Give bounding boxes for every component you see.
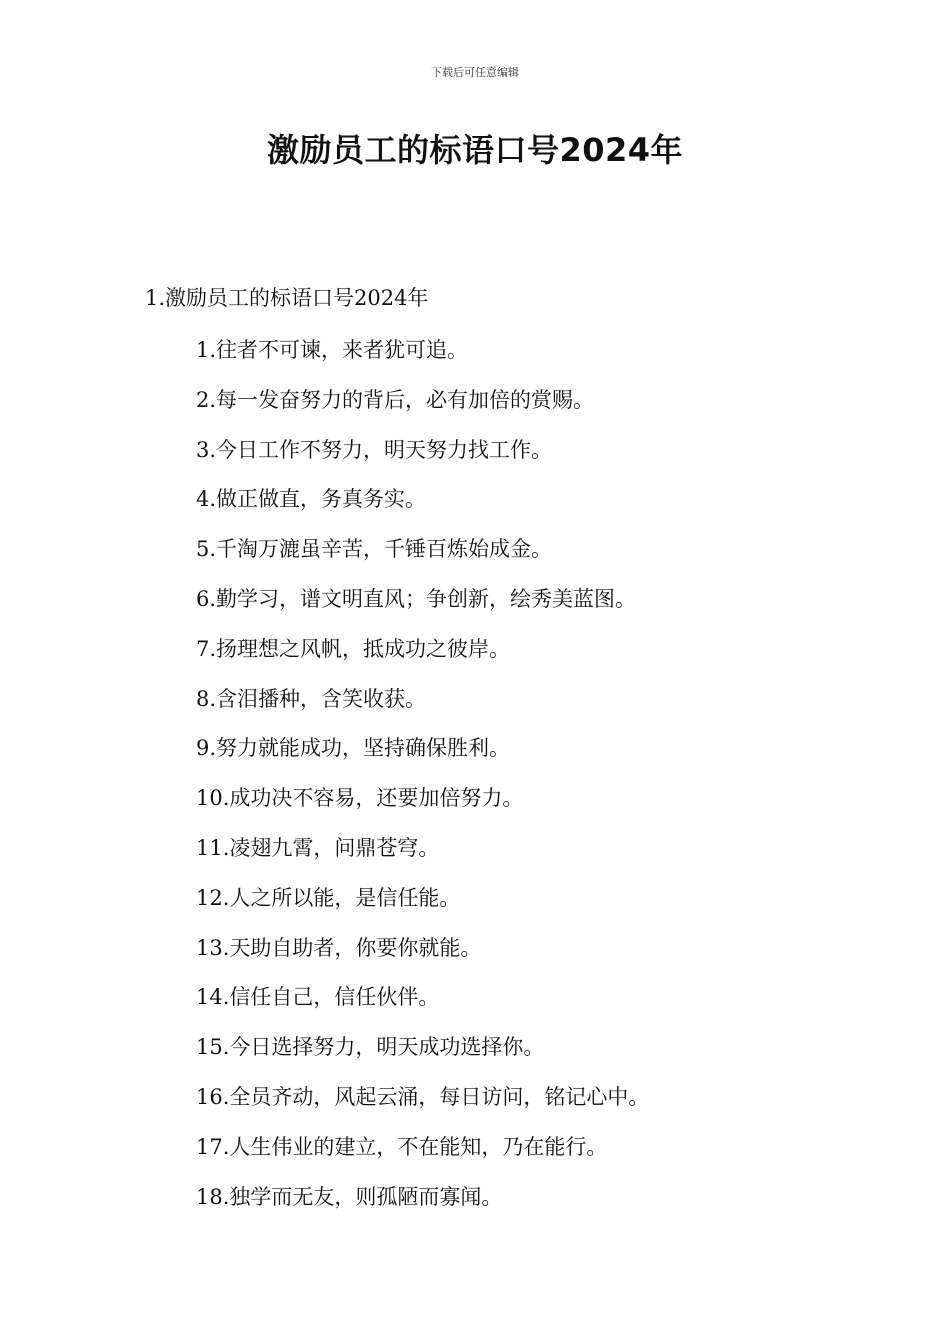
slogan-item: 2.每一发奋努力的背后，必有加倍的赏赐。 [196, 387, 595, 412]
section-heading: 1.激励员工的标语口号2024年 [145, 286, 429, 310]
slogan-item: 4.做正做直，务真务实。 [196, 487, 427, 512]
slogan-item: 18.独学而无友，则孤陋而寡闻。 [196, 1184, 503, 1209]
slogan-item: 15.今日选择努力，明天成功选择你。 [196, 1035, 545, 1060]
slogan-item: 12.人之所以能，是信任能。 [196, 885, 461, 910]
header-note: 下载后可任意编辑 [431, 66, 519, 79]
document-title: 激励员工的标语口号2024年 [266, 131, 684, 169]
slogan-item: 9.努力就能成功，坚持确保胜利。 [196, 736, 511, 761]
slogan-item: 11.凌翅九霄，问鼎苍穹。 [196, 835, 440, 860]
slogan-item: 8.含泪播种，含笑收获。 [196, 686, 427, 711]
slogan-item: 16.全员齐动，风起云涌，每日访问，铭记心中。 [196, 1084, 650, 1109]
slogan-item: 7.扬理想之风帆，抵成功之彼岸。 [196, 636, 511, 661]
slogan-item: 13.天助自助者，你要你就能。 [196, 935, 482, 960]
slogan-item: 14.信任自己，信任伙伴。 [196, 985, 440, 1010]
slogan-item: 17.人生伟业的建立，不在能知，乃在能行。 [196, 1134, 608, 1159]
slogan-item: 10.成功决不容易，还要加倍努力。 [196, 786, 524, 811]
slogan-item: 3.今日工作不努力，明天努力找工作。 [196, 437, 553, 462]
slogan-list [196, 332, 649, 1228]
slogan-item: 6.勤学习，谱文明直风；争创新，绘秀美蓝图。 [196, 586, 637, 611]
slogan-item: 5.千淘万漉虽辛苦，千锤百炼始成金。 [196, 537, 553, 562]
slogan-item: 1.往者不可谏，来者犹可追。 [196, 338, 469, 362]
